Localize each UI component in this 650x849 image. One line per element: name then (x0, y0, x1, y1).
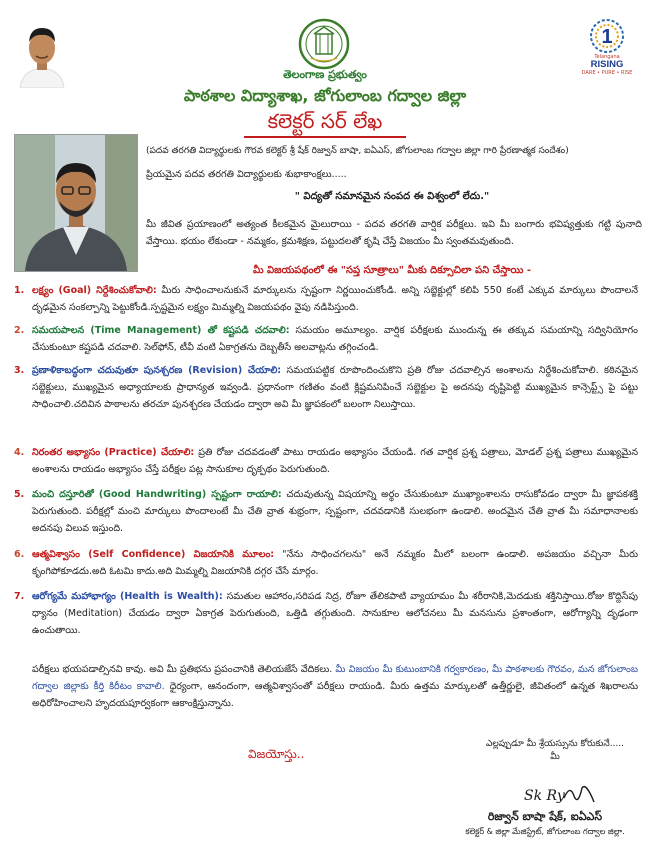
closing-text-a: పరీక్షలు భయపడాల్సినవి కావు. అవి మీ ప్రతిభను ప్రపంచానికి తెలియజేసే వేదికలు. (32, 664, 336, 675)
point-heading: మంచి దస్తూరితో (Good Handwriting) స్పష్టంగా రాయాలి: (32, 489, 282, 500)
well-wisher-line: ఎల్లప్పుడూ మీ శ్రేయస్సును కోరుకునే..... (485, 739, 624, 749)
point-heading: లక్ష్యం (Goal) నిర్దేశించుకోవాలి: (32, 285, 157, 296)
quote: " విద్యతో సమానమైన సంపద ఈ విశ్వంలో లేదు." (294, 191, 490, 202)
closing-text-b: ధైర్యంగా, ఆనందంగా, ఆత్మవిశ్వాసంతో పరీక్షలు రాయండి. మీరు ఉత్తమ మార్కులతో ఉత్తీర్ణులై, జీవితంలో ఉన్నత శిఖరాలను అధిరోహించాలని హృదయపూర్వకంగా ఆకాంక్షిస్తున్నాను. (32, 681, 638, 709)
point-heading: ప్రణాళికాబద్ధంగా చదువుతూ పునశ్చరణ (Revision) చేయాలి: (32, 365, 282, 376)
collector-photo (14, 134, 138, 272)
point-text: ప్రతి రోజు చదవడంతో పాటు రాయడం అభ్యాసం చేయండి. గత వార్షిక ప్రశ్న పత్రాలు, మోడల్ ప్రశ్న పత్రాలు ముఖ్యమైన అంశాలను రాయడం అభ్యాసం చేస్తే పరీక్షల పట్ల సానుకూల దృక్పథం పెరుగుతుంది. (32, 447, 638, 475)
point-heading: సమయపాలన (Time Management) తో కష్టపడి చదవాలి: (32, 325, 290, 336)
title-underline (244, 136, 406, 138)
closing-highlight: మీ విజయం మీ కుటుంబానికి గర్వకారణం, మీ పాఠశాలకు గౌరవం, మన జోగులాంబ గద్వాల జిల్లాకు కీర్తి కిరీటం కావాలి. (32, 664, 638, 692)
point-text: చదువుతున్న విషయాన్ని అర్థం చేసుకుంటూ ముఖ్యాంశాలను రాసుకోవడం ద్వారా మీ జ్ఞాపకశక్తి పెరుగుతుంది. పరీక్షల్లో మంచి మార్కులు పొందాలంటే మీ చేతి వ్రాత శుభ్రంగా, స్పష్టంగా, చదవడానికి సులభంగా ఉండాలి. అందమైన చేతి వ్రాత మీ సమాధానాలకు అదనపు విలువ ఇస్తుంది. (32, 489, 638, 534)
point-number: 6. (14, 549, 25, 560)
point-number: 4. (14, 447, 25, 458)
point-text: సమయపట్టిక రూపొందించుకొని ప్రతి రోజు చదవాల్సిన అంశాలను నిర్దేశించుకోవాలి. కఠినమైన సబ్జెక్టులు, ముఖ్యమైన అధ్యాయాలకు ప్రాధాన్యత ఇవ్వండి. ప్రధానంగా గణితం వంటి క్లిష్టమనిపించే సబ్జెక్టుల పై అదనపు దృష్టిపెట్టి ముఖ్యమైన కాన్సెప్ట్స్ పై పట్టు సాధించాలి.చదివిన పాఠాలను తరచూ పునశ్చరణ చేయడం ద్వారా అవి మీ జ్ఞాపకంలో బలంగా నిలుస్తాయి. (32, 365, 638, 410)
point-text: మీరు సాధించాలనుకునే మార్కులను స్పష్టంగా నిర్ణయించుకోండి. అన్ని సబ్జెక్టుల్లో కలిపి 550 కంటే ఎక్కువ మార్కులు పొందాలనే దృఢమైన సంకల్పాన్ని పెట్టుకోండి.స్పష్టమైన లక్ష్యం మిమ్మల్ని విజయపథం వైపు నడిపిస్తుంది. (32, 285, 638, 313)
well-wisher-block (470, 738, 640, 764)
best-wishes: విజయోస్తు.. (248, 747, 305, 761)
point-text: సమయం అమూల్యం. వార్షిక పరీక్షలకు ముందున్న ఈ తక్కువ సమయాన్ని సద్వినియోగం చేసుకుంటూ కష్టపడి చదవాలి. సెల్‌ఫోన్, టీవీ వంటి ఏకాగ్రతను దెబ్బతీసే అలవాట్లను తగ్గించండి. (32, 325, 638, 353)
well-wisher-line-2: మీ (550, 752, 560, 762)
letter-subtitle: (పదవ తరగతి విద్యార్థులకు గౌరవ కలెక్టర్ శ్రీ షేక్ రిజ్వాన్ బాషా, ఐఏఎస్, జోగులాంబ గద్వాల జిల్లా గారి ప్రేరణాత్మక సందేశం) (146, 146, 569, 156)
point-heading: నిరంతర అభ్యాసం (Practice) చేయాలి: (32, 447, 195, 458)
seven-principles-lead: మీ విజయపథంలో ఈ "సప్త సూత్రాలు" మీకు దిక్సూచిలా పని చేస్తాయి - (252, 265, 532, 276)
rising-sub: Telangana (594, 54, 620, 60)
point-heading: ఆత్మవిశ్వాసం (Self Confidence) విజయానికి మూలం: (32, 549, 275, 560)
svg-text:Sk Ry: Sk Ry (524, 788, 565, 804)
point-text: సమతుల ఆహారం,సరిపడ నిద్ర, రోజూ తేలికపాటి వ్యాయామం మీ శరీరానికి,మెదడుకు శక్తినిస్తాయి.రోజు కొద్దిసేపు ధ్యానం (Meditation) చేయడం ద్వారా ఏకాగ్రత పెరుగుతుంది, ఒత్తిడి తగ్గుతుంది. సానుకూల ఆలోచనలు మీ మనసును ప్రశాంతంగా, ఆరోగ్యాన్ని దృఢంగా ఉంచుతాయి. (32, 591, 638, 636)
point-number: 7. (14, 591, 25, 602)
government-name: తెలంగాణ ప్రభుత్వం (283, 68, 367, 81)
point-text: "నేను సాధించగలను" అనే నమ్మకం మీలో బలంగా ఉండాలి. అపజయం వచ్చినా మీరు కృంగిపోకూడదు.అది ఓటమి కాదు.అది మిమ్మల్ని విజయానికి దగ్గర చేసే మార్గం. (32, 549, 638, 577)
signer-designation: కలెక్టర్ & జిల్లా మేజిస్ట్రేట్, జోగులాంబ గద్వాల జిల్లా. (465, 827, 625, 836)
rising-tagline: DARE • PURE • RISE (581, 70, 633, 76)
point-number: 5. (14, 489, 25, 500)
letter-title: కలెక్టర్ సర్ లేఖ (267, 109, 383, 133)
rising-word: RISING (590, 59, 624, 70)
point-number: 2. (14, 325, 25, 336)
greeting: ప్రియమైన పదవ తరగతి విద్యార్థులకు శుభాకాంక్షలు..... (146, 169, 347, 180)
signer-name: రిజ్వాన్ బాషా షేక్, ఐఏఎస్ (487, 810, 603, 823)
point-number: 1. (14, 285, 25, 296)
rising-number: 1 (601, 26, 613, 48)
intro-paragraph: మీ జీవిత ప్రయాణంలో అత్యంత కీలకమైన మైలురాయి - పదవ తరగతి వార్షిక పరీక్షలు. ఇవి మీ బంగారు భవిష్యత్తుకు గట్టి పునాది వేస్తాయి. భయం లేకుండా - నమ్మకం, క్రమశిక్షణ, పట్టుదలతో కృషి చేస్తే విజయం మీ స్వంతమవుతుంది. (146, 219, 642, 247)
closing-paragraph (32, 661, 638, 712)
department-name: పాఠశాల విద్యాశాఖ, జోగులాంబ గద్వాల జిల్లా (183, 86, 467, 105)
point-heading: ఆరోగ్యమే మహాభాగ్యం (Health is Wealth): (32, 591, 223, 602)
signature-image (520, 778, 600, 810)
point-number: 3. (14, 365, 25, 376)
telangana-emblem-icon (296, 18, 352, 70)
